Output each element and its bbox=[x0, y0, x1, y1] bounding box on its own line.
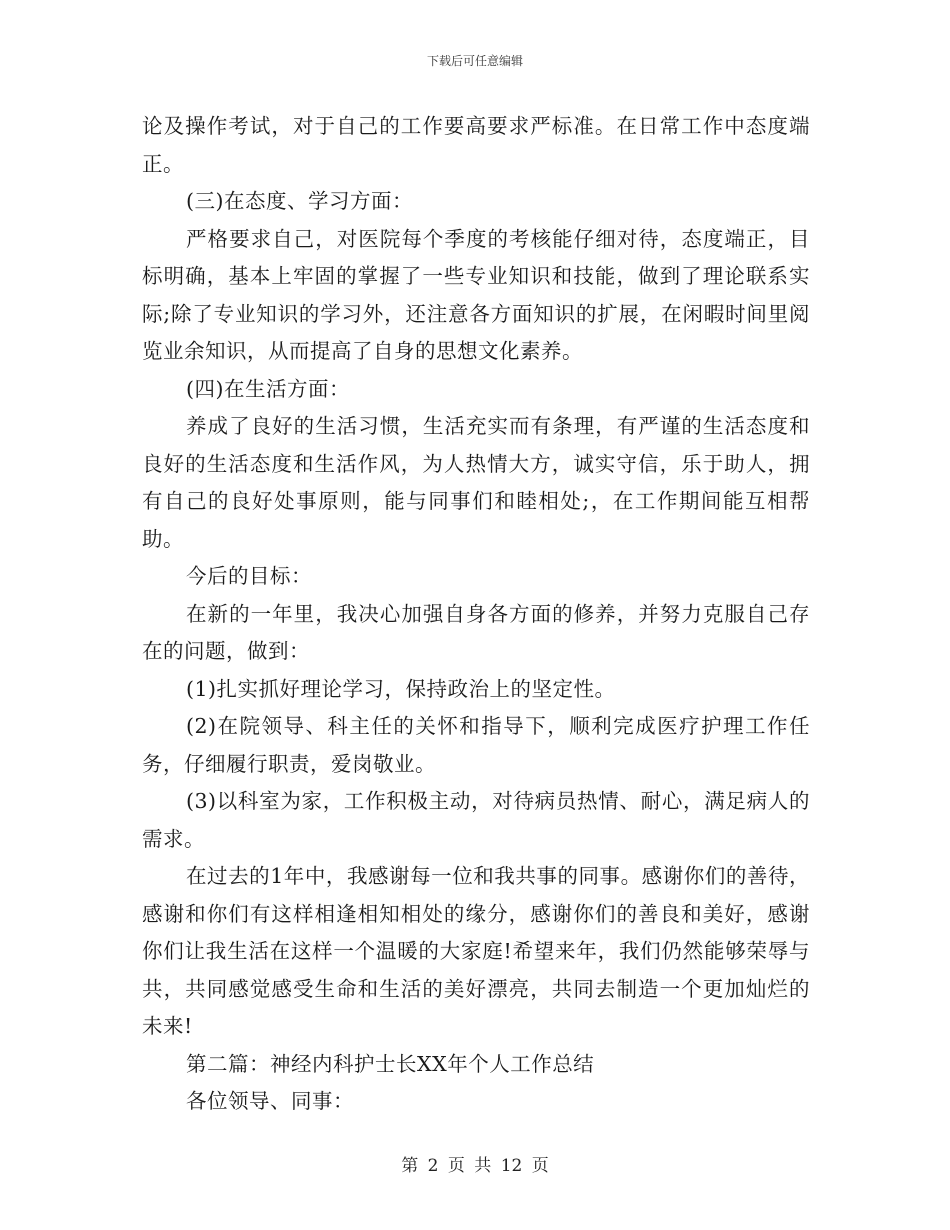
section-heading: (三)在态度、学习方面： bbox=[186, 189, 413, 213]
paragraph: 在过去的1年中，我感谢每一位和我共事的同事。感谢你们的善待，感谢和你们有这样相逢相知相处的缘分，感谢你们的善良和美好，感谢你们让我生活在这样一个温暖的大家庭!希望来年，我们仍然能够荣辱与共，共同感觉感受生命和生活的美好漂亮，共同去制造一个更加灿烂的未来! bbox=[142, 864, 810, 1038]
paragraph: 论及操作考试，对于自己的工作要高要求严标准。在日常工作中态度端正。 bbox=[142, 114, 810, 176]
paragraph: 在新的一年里，我决心加强自身各方面的修养，并努力克服自己存在的问题，做到： bbox=[142, 601, 810, 663]
page-header: 下载后可任意编辑 bbox=[426, 54, 523, 68]
salutation: 各位领导、同事： bbox=[186, 1089, 354, 1113]
section-heading: 今后的目标： bbox=[186, 564, 312, 588]
section-heading: (四)在生活方面： bbox=[186, 376, 350, 401]
document-body bbox=[142, 108, 810, 1121]
chapter-title: 第二篇：神经内科护士长XX年个人工作总结 bbox=[186, 1051, 595, 1076]
list-item: (1)扎实抓好理论学习，保持政治上的坚定性。 bbox=[186, 676, 616, 701]
list-item: (2)在院领导、科主任的关怀和指导下，顺利完成医疗护理工作任务，仔细履行职责，爱岗敬业。 bbox=[142, 714, 810, 776]
paragraph: 养成了良好的生活习惯，生活充实而有条理，有严谨的生活态度和良好的生活态度和生活作风，为人热情大方，诚实守信，乐于助人，拥有自己的良好处事原则，能与同事们和睦相处;，在工作期间能互相帮助。 bbox=[142, 414, 810, 551]
paragraph: 严格要求自己，对医院每个季度的考核能仔细对待，态度端正，目标明确，基本上牢固的掌握了一些专业知识和技能，做到了理论联系实际;除了专业知识的学习外，还注意各方面知识的扩展，在闲暇时间里阅览业余知识，从而提高了自身的思想文化素养。 bbox=[142, 226, 810, 363]
list-item: (3)以科室为家，工作积极主动，对待病员热情、耐心，满足病人的需求。 bbox=[142, 789, 810, 851]
page-number: 第 2 页 共 12 页 bbox=[401, 1156, 549, 1176]
